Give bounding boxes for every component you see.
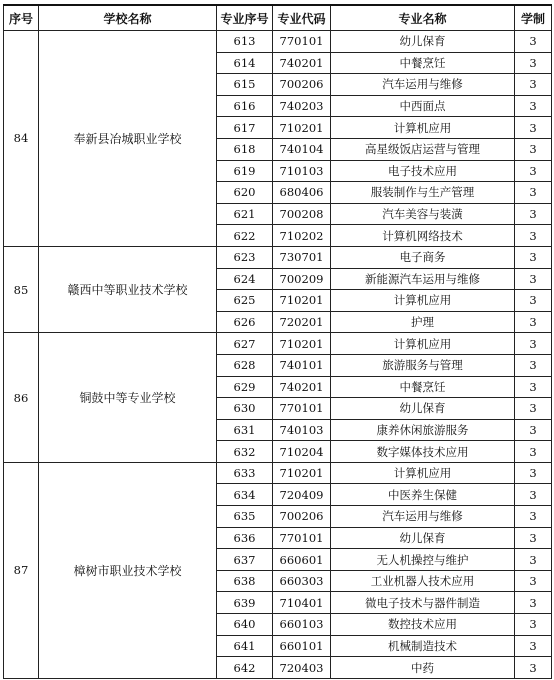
major-duration: 3 (515, 506, 552, 528)
major-name: 计算机应用 (331, 462, 515, 484)
table-row (4, 462, 552, 484)
major-code: 710401 (273, 592, 331, 614)
major-duration: 3 (515, 268, 552, 290)
major-code: 770101 (273, 398, 331, 420)
major-duration: 3 (515, 290, 552, 312)
major-duration: 3 (515, 376, 552, 398)
major-name: 计算机网络技术 (331, 225, 515, 247)
major-code: 710201 (273, 290, 331, 312)
major-code: 770101 (273, 31, 331, 53)
major-name: 汽车运用与维修 (331, 74, 515, 96)
header-duration: 学制 (515, 5, 552, 31)
major-seq: 632 (217, 441, 273, 463)
major-seq: 616 (217, 95, 273, 117)
major-seq: 639 (217, 592, 273, 614)
major-code: 720403 (273, 657, 331, 679)
major-seq: 615 (217, 74, 273, 96)
major-name: 电子技术应用 (331, 160, 515, 182)
major-name: 数字媒体技术应用 (331, 441, 515, 463)
major-name: 数控技术应用 (331, 614, 515, 636)
major-seq: 634 (217, 484, 273, 506)
school-name: 铜鼓中等专业学校 (39, 333, 217, 463)
school-number: 85 (4, 246, 39, 332)
major-code: 740101 (273, 354, 331, 376)
major-duration: 3 (515, 138, 552, 160)
table-row (4, 333, 552, 355)
major-code: 740203 (273, 95, 331, 117)
major-code: 720201 (273, 311, 331, 333)
major-code: 740104 (273, 138, 331, 160)
major-code: 740201 (273, 376, 331, 398)
major-code: 660601 (273, 549, 331, 571)
major-seq: 629 (217, 376, 273, 398)
school-number: 84 (4, 31, 39, 247)
major-seq: 636 (217, 527, 273, 549)
major-name: 计算机应用 (331, 333, 515, 355)
major-code: 720409 (273, 484, 331, 506)
major-seq: 630 (217, 398, 273, 420)
major-duration: 3 (515, 657, 552, 679)
school-name: 樟树市职业技术学校 (39, 462, 217, 678)
major-code: 700208 (273, 203, 331, 225)
header-school-name: 学校名称 (39, 5, 217, 31)
major-name: 中餐烹饪 (331, 52, 515, 74)
major-name: 中医养生保健 (331, 484, 515, 506)
major-duration: 3 (515, 203, 552, 225)
major-duration: 3 (515, 52, 552, 74)
table-body (4, 31, 552, 679)
major-duration: 3 (515, 74, 552, 96)
major-duration: 3 (515, 31, 552, 53)
major-name: 微电子技术与器件制造 (331, 592, 515, 614)
major-duration: 3 (515, 225, 552, 247)
major-name: 计算机应用 (331, 290, 515, 312)
major-seq: 635 (217, 506, 273, 528)
major-seq: 623 (217, 246, 273, 268)
major-seq: 641 (217, 635, 273, 657)
major-duration: 3 (515, 441, 552, 463)
major-name: 幼儿保育 (331, 527, 515, 549)
major-seq: 633 (217, 462, 273, 484)
major-name: 中西面点 (331, 95, 515, 117)
major-duration: 3 (515, 182, 552, 204)
header-major-seq: 专业序号 (217, 5, 273, 31)
major-name: 机械制造技术 (331, 635, 515, 657)
major-duration: 3 (515, 117, 552, 139)
major-name: 高星级饭店运营与管理 (331, 138, 515, 160)
header-seq: 序号 (4, 5, 39, 31)
major-code: 700206 (273, 74, 331, 96)
major-name: 无人机操控与维护 (331, 549, 515, 571)
school-majors-table (3, 4, 552, 679)
major-code: 710201 (273, 117, 331, 139)
major-code: 740103 (273, 419, 331, 441)
major-seq: 619 (217, 160, 273, 182)
major-seq: 637 (217, 549, 273, 571)
major-code: 710204 (273, 441, 331, 463)
major-seq: 617 (217, 117, 273, 139)
major-code: 680406 (273, 182, 331, 204)
major-seq: 642 (217, 657, 273, 679)
table-row (4, 31, 552, 53)
major-name: 旅游服务与管理 (331, 354, 515, 376)
major-name: 汽车运用与维修 (331, 506, 515, 528)
major-seq: 626 (217, 311, 273, 333)
major-code: 660103 (273, 614, 331, 636)
major-code: 730701 (273, 246, 331, 268)
major-code: 710201 (273, 462, 331, 484)
school-name: 奉新县冶城职业学校 (39, 31, 217, 247)
major-seq: 621 (217, 203, 273, 225)
major-name: 计算机应用 (331, 117, 515, 139)
major-name: 护理 (331, 311, 515, 333)
major-code: 740201 (273, 52, 331, 74)
major-code: 660303 (273, 570, 331, 592)
major-duration: 3 (515, 95, 552, 117)
major-name: 汽车美容与装潢 (331, 203, 515, 225)
header-major-name: 专业名称 (331, 5, 515, 31)
major-seq: 627 (217, 333, 273, 355)
major-duration: 3 (515, 635, 552, 657)
school-name: 赣西中等职业技术学校 (39, 246, 217, 332)
major-seq: 628 (217, 354, 273, 376)
major-name: 工业机器人技术应用 (331, 570, 515, 592)
major-seq: 622 (217, 225, 273, 247)
major-name: 服装制作与生产管理 (331, 182, 515, 204)
major-duration: 3 (515, 549, 552, 571)
major-duration: 3 (515, 527, 552, 549)
major-name: 新能源汽车运用与维修 (331, 268, 515, 290)
major-duration: 3 (515, 614, 552, 636)
major-duration: 3 (515, 160, 552, 182)
major-duration: 3 (515, 484, 552, 506)
header-row (4, 5, 552, 31)
header-major-code: 专业代码 (273, 5, 331, 31)
major-seq: 640 (217, 614, 273, 636)
major-seq: 614 (217, 52, 273, 74)
major-duration: 3 (515, 311, 552, 333)
major-name: 幼儿保育 (331, 398, 515, 420)
major-name: 电子商务 (331, 246, 515, 268)
major-seq: 618 (217, 138, 273, 160)
table-row (4, 246, 552, 268)
major-code: 710201 (273, 333, 331, 355)
major-seq: 625 (217, 290, 273, 312)
major-duration: 3 (515, 354, 552, 376)
school-number: 87 (4, 462, 39, 678)
major-seq: 620 (217, 182, 273, 204)
major-duration: 3 (515, 398, 552, 420)
major-name: 康养休闲旅游服务 (331, 419, 515, 441)
major-code: 770101 (273, 527, 331, 549)
school-number: 86 (4, 333, 39, 463)
document-page (3, 4, 551, 679)
major-duration: 3 (515, 592, 552, 614)
major-code: 700206 (273, 506, 331, 528)
major-code: 710202 (273, 225, 331, 247)
major-name: 中餐烹饪 (331, 376, 515, 398)
major-code: 660101 (273, 635, 331, 657)
major-name: 中药 (331, 657, 515, 679)
major-code: 700209 (273, 268, 331, 290)
major-duration: 3 (515, 333, 552, 355)
major-duration: 3 (515, 570, 552, 592)
major-seq: 638 (217, 570, 273, 592)
major-name: 幼儿保育 (331, 31, 515, 53)
major-duration: 3 (515, 462, 552, 484)
major-duration: 3 (515, 419, 552, 441)
major-duration: 3 (515, 246, 552, 268)
major-code: 710103 (273, 160, 331, 182)
major-seq: 624 (217, 268, 273, 290)
major-seq: 613 (217, 31, 273, 53)
major-seq: 631 (217, 419, 273, 441)
